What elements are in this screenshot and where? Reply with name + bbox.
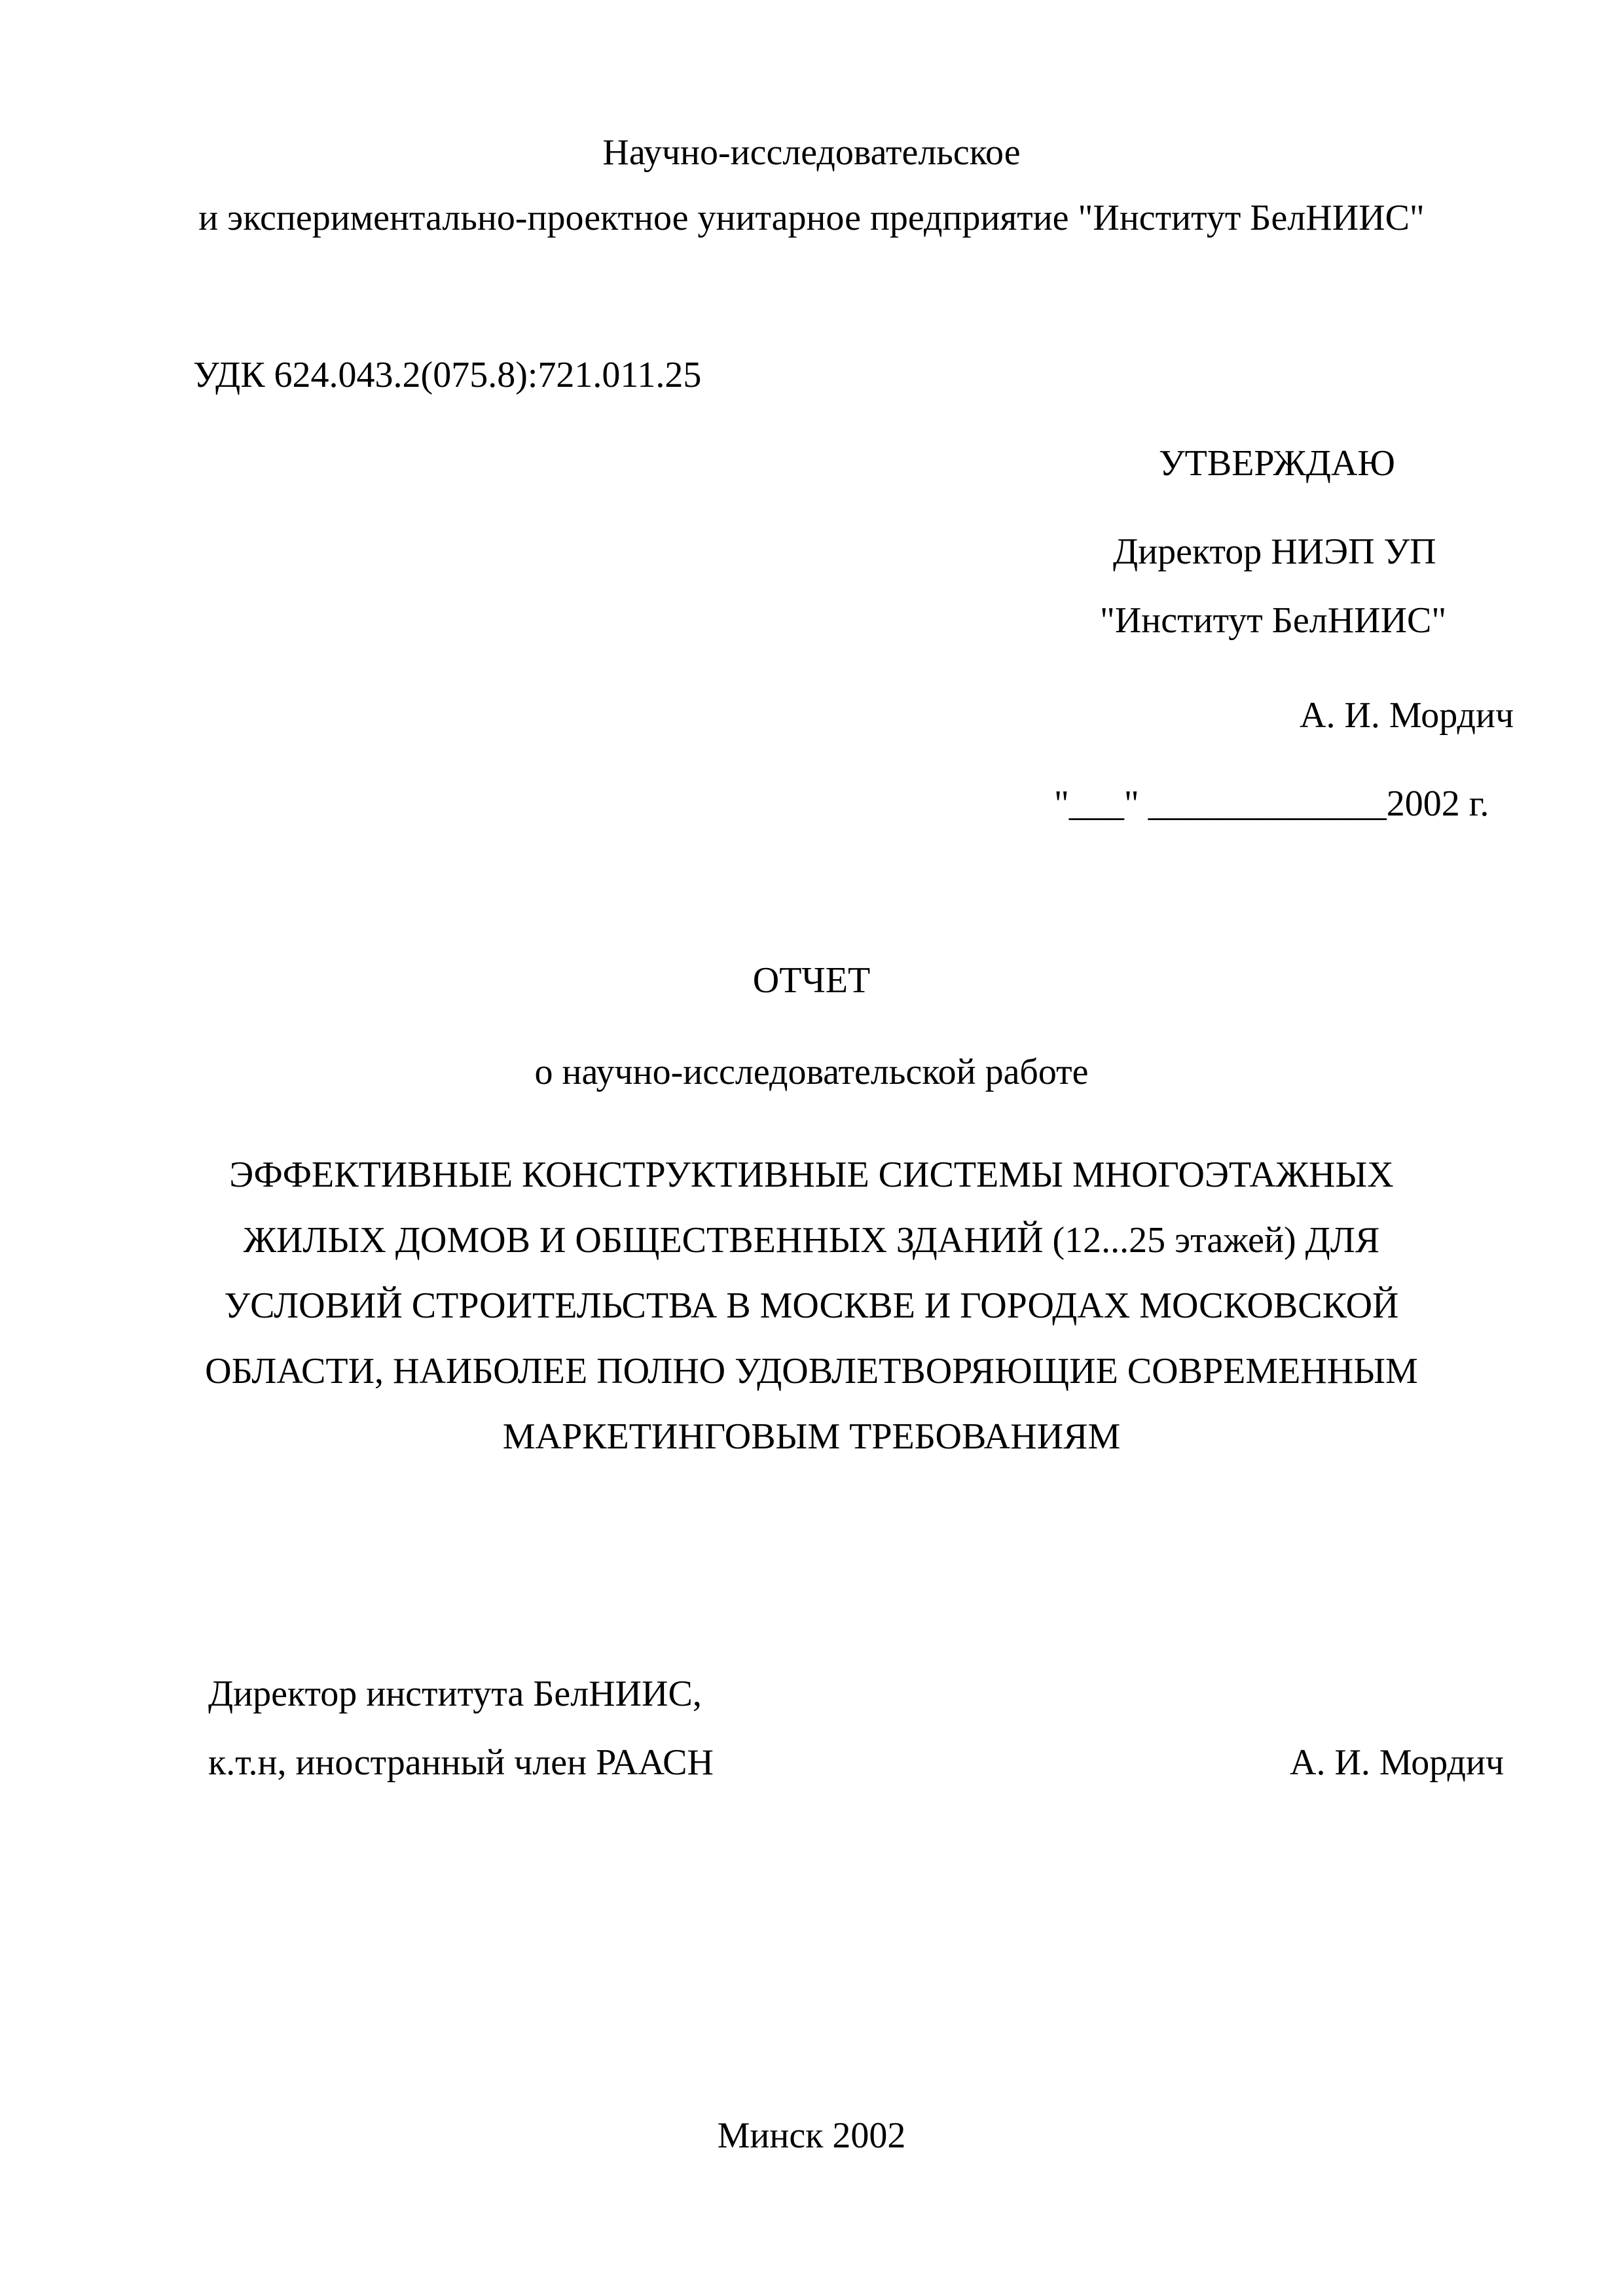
institute-name-line2: и экспериментально-проектное унитарное предприятие "Институт БелНИИС" bbox=[198, 198, 1425, 238]
report-subheading: о научно-исследовательской работе bbox=[534, 1052, 1089, 1092]
approval-position: Директор НИЭП УП bbox=[1113, 531, 1436, 572]
institute-name-line1: Научно-исследовательское bbox=[602, 132, 1021, 173]
udk-code: УДК 624.043.2(075.8):721.011.25 bbox=[193, 355, 702, 395]
approval-heading: УТВЕРЖДАЮ bbox=[1159, 443, 1395, 484]
report-title-line: ЖИЛЫХ ДОМОВ И ОБЩЕСТВЕННЫХ ЗДАНИЙ (12...25 этажей) ДЛЯ bbox=[243, 1220, 1380, 1261]
approval-date: "___" _____________2002 г. bbox=[1054, 783, 1489, 824]
approval-organization: "Институт БелНИИС" bbox=[1100, 600, 1447, 641]
report-title bbox=[0, 1142, 1623, 1469]
approval-name: А. И. Мордич bbox=[1300, 695, 1514, 736]
signature-name: А. И. Мордич bbox=[1290, 1742, 1504, 1783]
report-title-line: ОБЛАСТИ, НАИБОЛЕЕ ПОЛНО УДОВЛЕТВОРЯЮЩИЕ СОВРЕМЕННЫМ bbox=[205, 1351, 1418, 1391]
signature-position-line1: Директор института БелНИИС, bbox=[208, 1674, 702, 1714]
report-title-line: ЭФФЕКТИВНЫЕ КОНСТРУКТИВНЫЕ СИСТЕМЫ МНОГОЭТАЖНЫХ bbox=[229, 1155, 1394, 1195]
city-year: Минск 2002 bbox=[717, 2115, 906, 2156]
report-title-line: УСЛОВИЙ СТРОИТЕЛЬСТВА В МОСКВЕ И ГОРОДАХ МОСКОВСКОЙ bbox=[224, 1285, 1399, 1326]
report-title-line: МАРКЕТИНГОВЫМ ТРЕБОВАНИЯМ bbox=[502, 1416, 1121, 1457]
report-heading: ОТЧЕТ bbox=[752, 960, 871, 1001]
signature-position-line2: к.т.н, иностранный член РААСН bbox=[208, 1742, 714, 1783]
